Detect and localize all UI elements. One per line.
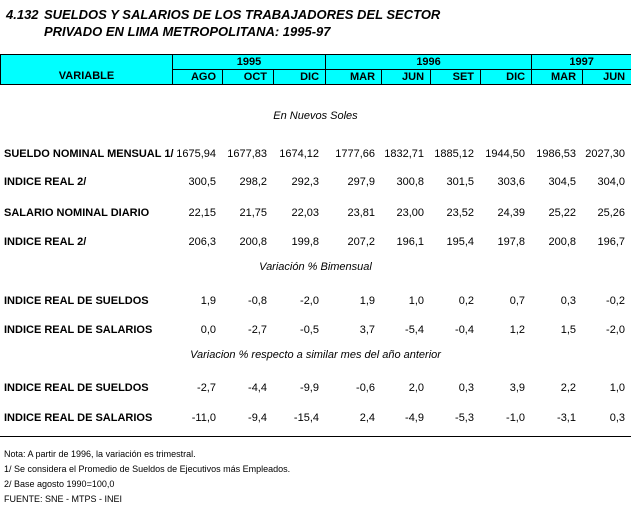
cell-value: 0,3: [609, 412, 625, 424]
cell-value: -4,4: [248, 382, 267, 394]
table-row: [0, 176, 631, 192]
header-month: MAR: [326, 70, 382, 85]
cell-value: 1885,12: [434, 148, 474, 160]
cell-value: -1,0: [506, 412, 525, 424]
header-month: DIC: [481, 70, 532, 85]
cell-value: 1,2: [509, 324, 525, 336]
cell-value: 23,00: [396, 207, 424, 219]
cell-value: 196,7: [597, 236, 625, 248]
header-year-1997: 1997: [532, 55, 631, 70]
cell-value: 300,5: [188, 176, 216, 188]
cell-value: 298,2: [239, 176, 267, 188]
title-line-1: SUELDOS Y SALARIOS DE LOS TRABAJADORES DEL SECTOR: [44, 7, 441, 22]
header-month: OCT: [223, 70, 274, 85]
cell-value: 1,9: [200, 295, 216, 307]
cell-value: -0,5: [300, 324, 319, 336]
cell-value: 0,3: [458, 382, 474, 394]
cell-value: 195,4: [446, 236, 474, 248]
cell-value: 304,0: [597, 176, 625, 188]
note: 1/ Se considera el Promedio de Sueldos de Ejecutivos más Empleados.: [4, 464, 291, 474]
header-month: MAR: [532, 70, 583, 85]
cell-value: 1986,53: [536, 148, 576, 160]
cell-value: 2,0: [408, 382, 424, 394]
cell-value: -5,3: [455, 412, 474, 424]
cell-value: 196,1: [396, 236, 424, 248]
cell-value: 2,4: [359, 412, 375, 424]
cell-value: -2,0: [300, 295, 319, 307]
cell-value: 3,7: [359, 324, 375, 336]
table-row: [0, 382, 631, 398]
header-year-1996: 1996: [326, 55, 532, 70]
cell-value: 200,8: [239, 236, 267, 248]
table-row: [0, 236, 631, 252]
row-label: SUELDO NOMINAL MENSUAL 1/: [4, 148, 174, 160]
cell-value: -0,6: [356, 382, 375, 394]
header-month: AGO: [173, 70, 223, 85]
table-row: [0, 324, 631, 340]
row-label: INDICE REAL 2/: [4, 236, 87, 248]
cell-value: 0,3: [560, 295, 576, 307]
cell-value: 200,8: [548, 236, 576, 248]
row-label: INDICE REAL DE SUELDOS: [4, 382, 149, 394]
cell-value: 206,3: [188, 236, 216, 248]
cell-value: -2,7: [248, 324, 267, 336]
header-variable: VARIABLE: [1, 55, 173, 85]
note: Nota: A partir de 1996, la variación es trimestral.: [4, 449, 196, 459]
cell-value: 1674,12: [279, 148, 319, 160]
row-label: INDICE REAL DE SUELDOS: [4, 295, 149, 307]
cell-value: 297,9: [347, 176, 375, 188]
title-line-2: PRIVADO EN LIMA METROPOLITANA: 1995-97: [44, 24, 331, 39]
cell-value: -9,4: [248, 412, 267, 424]
header-month: JUN: [382, 70, 431, 85]
cell-value: -0,8: [248, 295, 267, 307]
table-row: [0, 412, 631, 428]
cell-value: 1832,71: [384, 148, 424, 160]
row-label: SALARIO NOMINAL DIARIO: [4, 207, 150, 219]
cell-value: 1675,94: [176, 148, 216, 160]
header-month: DIC: [274, 70, 326, 85]
cell-value: -0,2: [606, 295, 625, 307]
row-label: INDICE REAL DE SALARIOS: [4, 324, 153, 336]
table-header: [0, 54, 631, 85]
cell-value: 0,7: [509, 295, 525, 307]
table-row: [0, 295, 631, 311]
cell-value: 0,2: [458, 295, 474, 307]
cell-value: -4,9: [405, 412, 424, 424]
header-month: JUN: [583, 70, 631, 85]
section-caption: Variación % Bimensual: [259, 261, 372, 273]
section-caption: En Nuevos Soles: [273, 110, 358, 122]
cell-value: 25,26: [597, 207, 625, 219]
cell-value: -9,9: [300, 382, 319, 394]
cell-value: 1,9: [359, 295, 375, 307]
note: FUENTE: SNE - MTPS - INEI: [4, 494, 123, 504]
cell-value: 1,5: [560, 324, 576, 336]
cell-value: 21,75: [239, 207, 267, 219]
cell-value: 292,3: [291, 176, 319, 188]
cell-value: 22,03: [291, 207, 319, 219]
cell-value: 197,8: [497, 236, 525, 248]
cell-value: 304,5: [548, 176, 576, 188]
cell-value: 1,0: [408, 295, 424, 307]
row-label: INDICE REAL 2/: [4, 176, 87, 188]
footnotes: [4, 447, 290, 507]
table-row: [0, 207, 631, 223]
header-year-1995: 1995: [173, 55, 326, 70]
table-row: [0, 148, 631, 164]
cell-value: 0,0: [200, 324, 216, 336]
table-number: 4.132: [6, 7, 39, 22]
cell-value: 199,8: [291, 236, 319, 248]
cell-value: 25,22: [548, 207, 576, 219]
cell-value: -11,0: [191, 412, 216, 424]
cell-value: 1,0: [609, 382, 625, 394]
cell-value: 23,81: [347, 207, 375, 219]
cell-value: -5,4: [405, 324, 424, 336]
cell-value: 22,15: [188, 207, 216, 219]
header-month: SET: [431, 70, 481, 85]
cell-value: 301,5: [446, 176, 474, 188]
cell-value: 303,6: [497, 176, 525, 188]
cell-value: -2,7: [197, 382, 216, 394]
cell-value: 3,9: [509, 382, 525, 394]
cell-value: 1677,83: [227, 148, 267, 160]
cell-value: -3,1: [557, 412, 576, 424]
cell-value: 1777,66: [335, 148, 375, 160]
cell-value: -2,0: [606, 324, 625, 336]
footer-rule: [0, 436, 631, 437]
cell-value: 2027,30: [585, 148, 625, 160]
cell-value: 23,52: [446, 207, 474, 219]
cell-value: 207,2: [347, 236, 375, 248]
table-title: [6, 6, 440, 40]
cell-value: -0,4: [455, 324, 474, 336]
cell-value: 300,8: [396, 176, 424, 188]
cell-value: 1944,50: [485, 148, 525, 160]
cell-value: 24,39: [497, 207, 525, 219]
row-label: INDICE REAL DE SALARIOS: [4, 412, 153, 424]
note: 2/ Base agosto 1990=100,0: [4, 479, 115, 489]
cell-value: -15,4: [293, 412, 319, 424]
cell-value: 2,2: [560, 382, 576, 394]
section-caption: Variacion % respecto a similar mes del año anterior: [190, 349, 441, 361]
